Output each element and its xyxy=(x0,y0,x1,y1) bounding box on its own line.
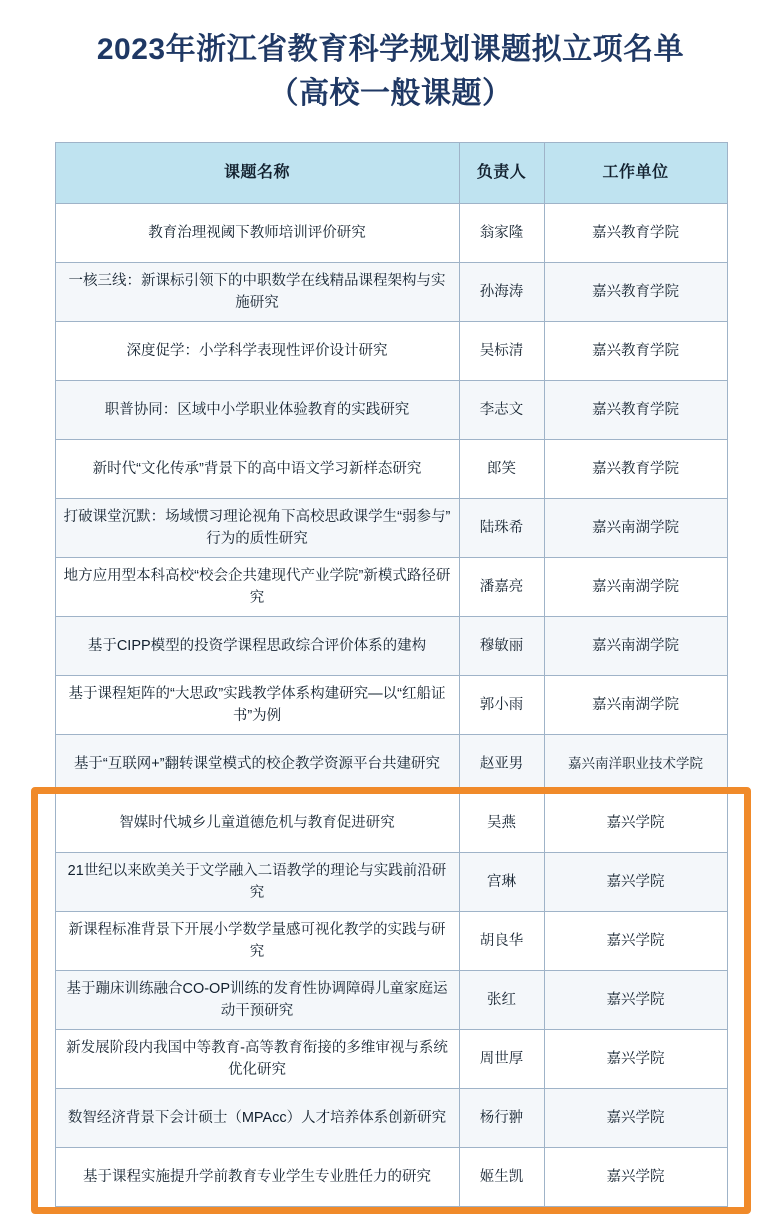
table-body xyxy=(55,204,727,1207)
table-row xyxy=(55,617,727,676)
cell-unit: 嘉兴学院 xyxy=(544,1089,727,1148)
cell-unit: 嘉兴教育学院 xyxy=(544,204,727,263)
cell-unit: 嘉兴学院 xyxy=(544,1030,727,1089)
cell-person: 吴标清 xyxy=(459,322,544,381)
cell-project-name: 地方应用型本科高校“校会企共建现代产业学院”新模式路径研究 xyxy=(55,558,459,617)
cell-unit: 嘉兴教育学院 xyxy=(544,440,727,499)
table-row xyxy=(55,1089,727,1148)
page-title xyxy=(0,0,781,116)
table-row xyxy=(55,971,727,1030)
table-row xyxy=(55,912,727,971)
table-row xyxy=(55,558,727,617)
cell-person: 赵亚男 xyxy=(459,735,544,794)
cell-project-name: 新发展阶段内我国中等教育-高等教育衔接的多维审视与系统优化研究 xyxy=(55,1030,459,1089)
cell-unit: 嘉兴南湖学院 xyxy=(544,499,727,558)
cell-project-name: 一核三线：新课标引领下的中职数学在线精品课程架构与实施研究 xyxy=(55,263,459,322)
table-header-row xyxy=(55,143,727,204)
cell-unit: 嘉兴学院 xyxy=(544,853,727,912)
cell-person: 潘嘉亮 xyxy=(459,558,544,617)
table-row xyxy=(55,499,727,558)
column-header-name: 课题名称 xyxy=(55,143,459,204)
cell-project-name-clipped: 基于“互联网+”翻转课堂模式的校企教学资源平台共建研究 xyxy=(73,756,441,772)
table-row xyxy=(55,1148,727,1207)
cell-person: 孙海涛 xyxy=(459,263,544,322)
project-list-table xyxy=(55,142,728,1207)
cell-unit: 嘉兴学院 xyxy=(544,1148,727,1207)
table-row xyxy=(55,204,727,263)
cell-unit: 嘉兴南湖学院 xyxy=(544,617,727,676)
cell-project-name xyxy=(55,735,459,794)
cell-unit: 嘉兴南湖学院 xyxy=(544,676,727,735)
cell-person: 陆珠希 xyxy=(459,499,544,558)
cell-project-name: 基于蹦床训练融合CO-OP训练的发育性协调障碍儿童家庭运动干预研究 xyxy=(55,971,459,1030)
cell-person: 宫琳 xyxy=(459,853,544,912)
cell-person: 李志文 xyxy=(459,381,544,440)
cell-person: 胡良华 xyxy=(459,912,544,971)
cell-project-name: 新课程标准背景下开展小学数学量感可视化教学的实践与研究 xyxy=(55,912,459,971)
cell-project-name: 基于课程矩阵的“大思政”实践教学体系构建研究—以“红船证书”为例 xyxy=(55,676,459,735)
cell-unit: 嘉兴教育学院 xyxy=(544,263,727,322)
cell-project-name: 深度促学：小学科学表现性评价设计研究 xyxy=(55,322,459,381)
cell-person: 姬生凯 xyxy=(459,1148,544,1207)
cell-person: 郭小雨 xyxy=(459,676,544,735)
cell-project-name: 新时代“文化传承”背景下的高中语文学习新样态研究 xyxy=(55,440,459,499)
page-title-line1: 2023年浙江省教育科学规划课题拟立项名单 xyxy=(96,33,685,66)
cell-project-name: 基于课程实施提升学前教育专业学生专业胜任力的研究 xyxy=(55,1148,459,1207)
table-row xyxy=(55,794,727,853)
cell-unit: 嘉兴教育学院 xyxy=(544,322,727,381)
table-row xyxy=(55,676,727,735)
cell-person: 周世厚 xyxy=(459,1030,544,1089)
cell-unit: 嘉兴南洋职业技术学院 xyxy=(544,735,727,794)
cell-person: 翁家隆 xyxy=(459,204,544,263)
cell-project-name: 基于CIPP模型的投资学课程思政综合评价体系的建构 xyxy=(55,617,459,676)
page-title-line2: （高校一般课题） xyxy=(268,77,513,110)
table-row xyxy=(55,381,727,440)
cell-project-name: 智媒时代城乡儿童道德危机与教育促进研究 xyxy=(55,794,459,853)
cell-unit: 嘉兴学院 xyxy=(544,912,727,971)
table-row xyxy=(55,322,727,381)
cell-project-name: 数智经济背景下会计硕士（MPAcc）人才培养体系创新研究 xyxy=(55,1089,459,1148)
table-row xyxy=(55,853,727,912)
table-header xyxy=(55,143,727,204)
cell-person: 张红 xyxy=(459,971,544,1030)
cell-person: 杨行翀 xyxy=(459,1089,544,1148)
cell-person: 郎笑 xyxy=(459,440,544,499)
column-header-person: 负责人 xyxy=(459,143,544,204)
cell-project-name: 职普协同：区域中小学职业体验教育的实践研究 xyxy=(55,381,459,440)
column-header-unit: 工作单位 xyxy=(544,143,727,204)
cell-project-name: 打破课堂沉默：场域惯习理论视角下高校思政课学生“弱参与”行为的质性研究 xyxy=(55,499,459,558)
table-row xyxy=(55,440,727,499)
cell-project-name: 教育治理视阈下教师培训评价研究 xyxy=(55,204,459,263)
table-row xyxy=(55,1030,727,1089)
cell-project-name: 21世纪以来欧美关于文学融入二语教学的理论与实践前沿研究 xyxy=(55,853,459,912)
cell-unit: 嘉兴教育学院 xyxy=(544,381,727,440)
cell-unit: 嘉兴学院 xyxy=(544,794,727,853)
table-row xyxy=(55,263,727,322)
project-list-table-wrapper xyxy=(55,142,727,1207)
table-row xyxy=(55,735,727,794)
cell-unit: 嘉兴南湖学院 xyxy=(544,558,727,617)
cell-person: 穆敏丽 xyxy=(459,617,544,676)
cell-unit: 嘉兴学院 xyxy=(544,971,727,1030)
cell-person: 吴燕 xyxy=(459,794,544,853)
